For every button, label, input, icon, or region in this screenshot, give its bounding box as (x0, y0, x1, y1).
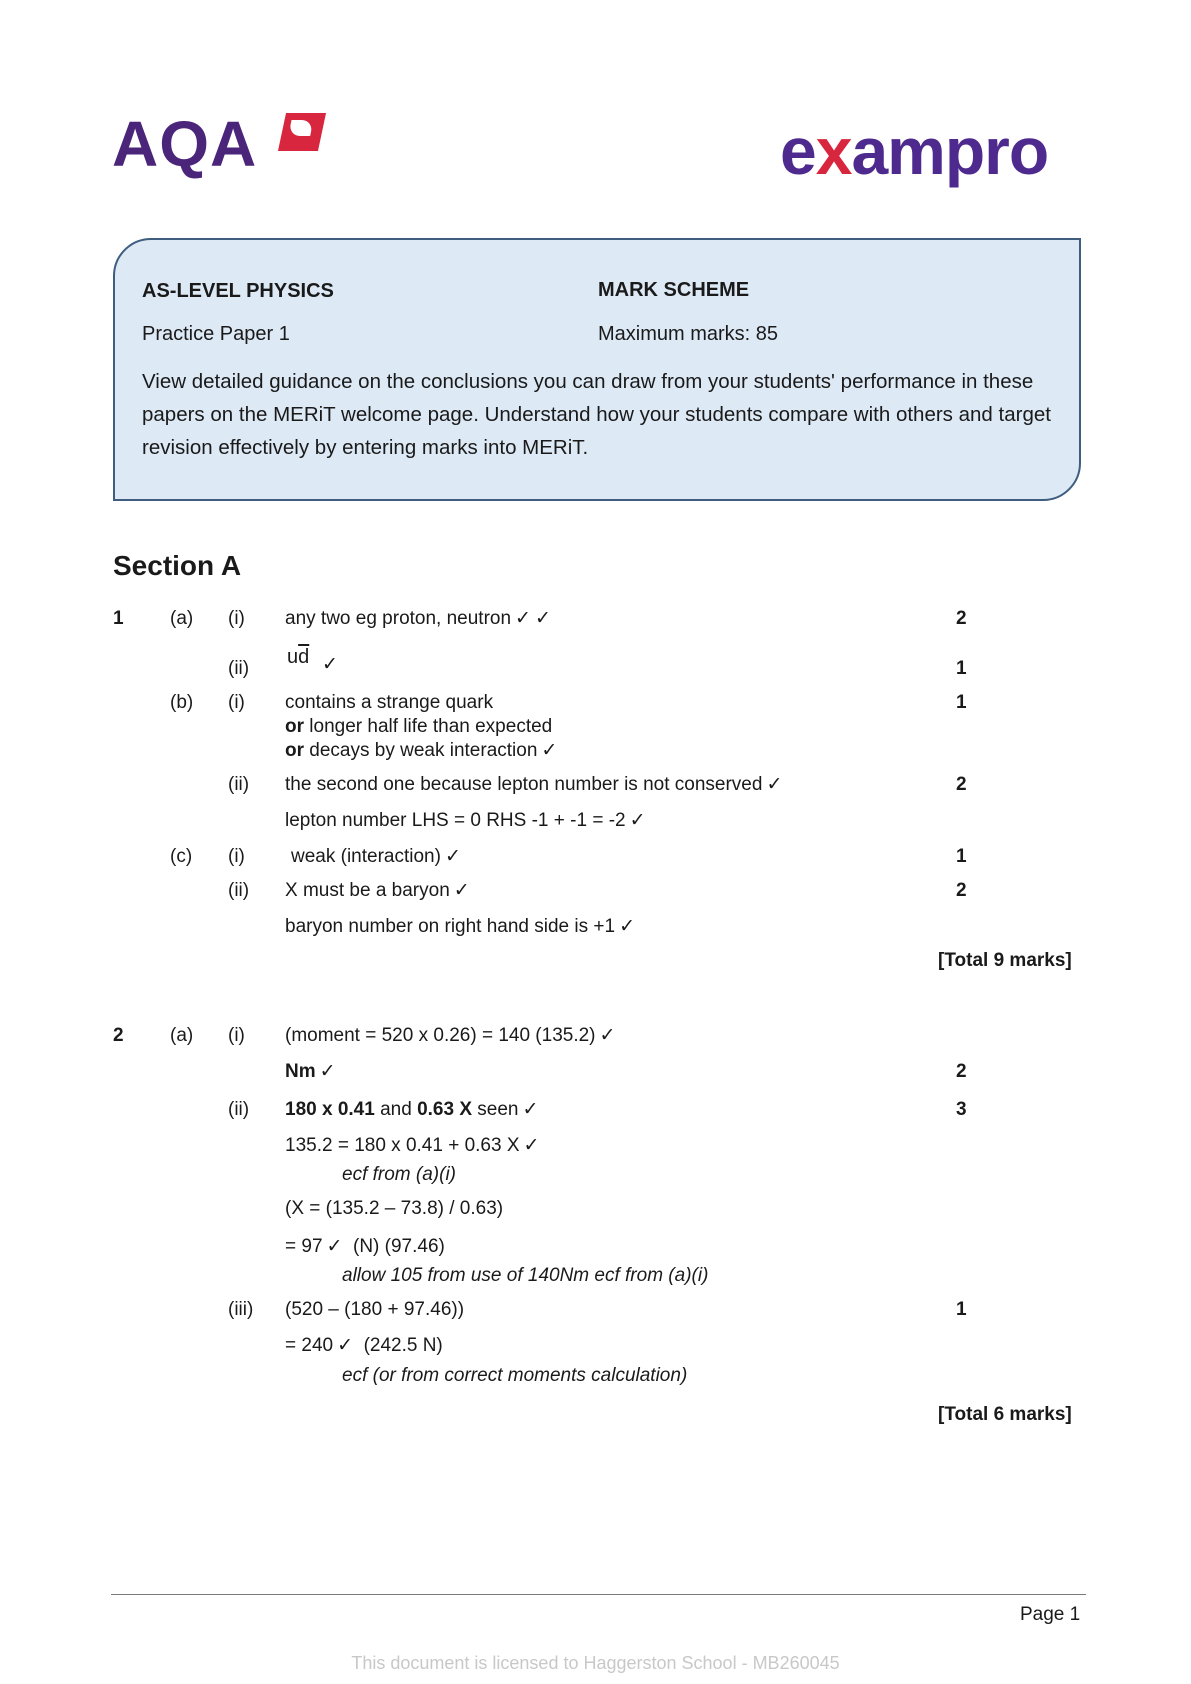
marks: 1 (956, 1299, 967, 1320)
question-total: [Total 6 marks] (938, 1404, 1072, 1425)
answer-text: = 240 ✓ (242.5 N) (285, 1335, 443, 1356)
tick-icon: ✓ (322, 654, 338, 675)
subpart-label: (i) (228, 608, 245, 629)
marks: 1 (956, 692, 967, 713)
examiner-note: ecf from (a)(i) (342, 1164, 456, 1185)
subpart-label: (i) (228, 692, 245, 713)
subpart-label: (i) (228, 1025, 245, 1046)
answer-text: or decays by weak interaction ✓ (285, 740, 558, 761)
aqa-logo: AQA (112, 108, 258, 180)
page-number: Page 1 (1020, 1604, 1081, 1625)
part-label: (a) (170, 608, 194, 629)
examiner-note: ecf (or from correct moments calculation) (342, 1365, 688, 1386)
answer-text: X must be a baryon ✓ (285, 880, 470, 901)
subject-title: AS-LEVEL PHYSICS (142, 280, 334, 302)
answer-text: (520 – (180 + 97.46)) (285, 1299, 465, 1320)
answer-text: (X = (135.2 – 73.8) / 0.63) (285, 1198, 504, 1219)
answer-text: baryon number on right hand side is +1 ✓ (285, 916, 635, 937)
footer-divider (111, 1594, 1086, 1595)
question-number: 2 (113, 1025, 124, 1046)
answer-text: 180 x 0.41 and 0.63 X seen ✓ (285, 1099, 539, 1120)
marks: 2 (956, 608, 967, 629)
part-label: (c) (170, 846, 193, 867)
answer-text: any two eg proton, neutron ✓ ✓ (285, 608, 551, 629)
question-total: [Total 9 marks] (938, 950, 1072, 971)
subpart-label: (ii) (228, 1099, 250, 1120)
answer-text: the second one because lepton number is not conserved ✓ (285, 774, 783, 795)
subpart-label: (ii) (228, 880, 250, 901)
part-label: (a) (170, 1025, 194, 1046)
answer-text: $u\overline{d}$ (287, 646, 310, 668)
subpart-label: (ii) (228, 774, 250, 795)
doc-type: MARK SCHEME (598, 279, 750, 301)
license-notice: This document is licensed to Haggerston School - MB260045 (351, 1653, 840, 1673)
part-label: (b) (170, 692, 194, 713)
subpart-label: (i) (228, 846, 245, 867)
marks: 1 (956, 658, 967, 679)
subpart-label: (iii) (228, 1299, 254, 1320)
examiner-note: allow 105 from use of 140Nm ecf from (a)(i) (342, 1265, 709, 1286)
marks: 1 (956, 846, 967, 867)
max-marks: Maximum marks: 85 (598, 323, 779, 345)
answer-text: 135.2 = 180 x 0.41 + 0.63 X ✓ (285, 1135, 540, 1156)
subpart-label: (ii) (228, 658, 250, 679)
answer-text: = 97 ✓ (N) (97.46) (285, 1236, 445, 1257)
section-title: Section A (113, 550, 242, 581)
exampro-logo: exampro (780, 114, 1049, 188)
answer-text: weak (interaction) ✓ (291, 846, 461, 867)
marks: 2 (956, 1061, 967, 1082)
paper-name: Practice Paper 1 (142, 323, 290, 345)
answer-text: Nm ✓ (285, 1061, 336, 1082)
answer-text: or longer half life than expected (285, 716, 553, 737)
answer-text: (moment = 520 x 0.26) = 140 (135.2) ✓ (285, 1025, 616, 1046)
guidance-text: View detailed guidance on the conclusions you can draw from your students' performance in these papers on the MERiT welcome page. Understand how your students compare with others and target revision effectively by entering marks into MERiT. (142, 370, 1051, 459)
answer-text: lepton number LHS = 0 RHS -1 + -1 = -2 ✓ (285, 810, 646, 831)
marks: 3 (956, 1099, 967, 1120)
marks: 2 (956, 880, 967, 901)
answer-text: contains a strange quark (285, 692, 494, 713)
question-number: 1 (113, 608, 124, 629)
aqa-logo-mark (278, 113, 326, 151)
marks: 2 (956, 774, 967, 795)
